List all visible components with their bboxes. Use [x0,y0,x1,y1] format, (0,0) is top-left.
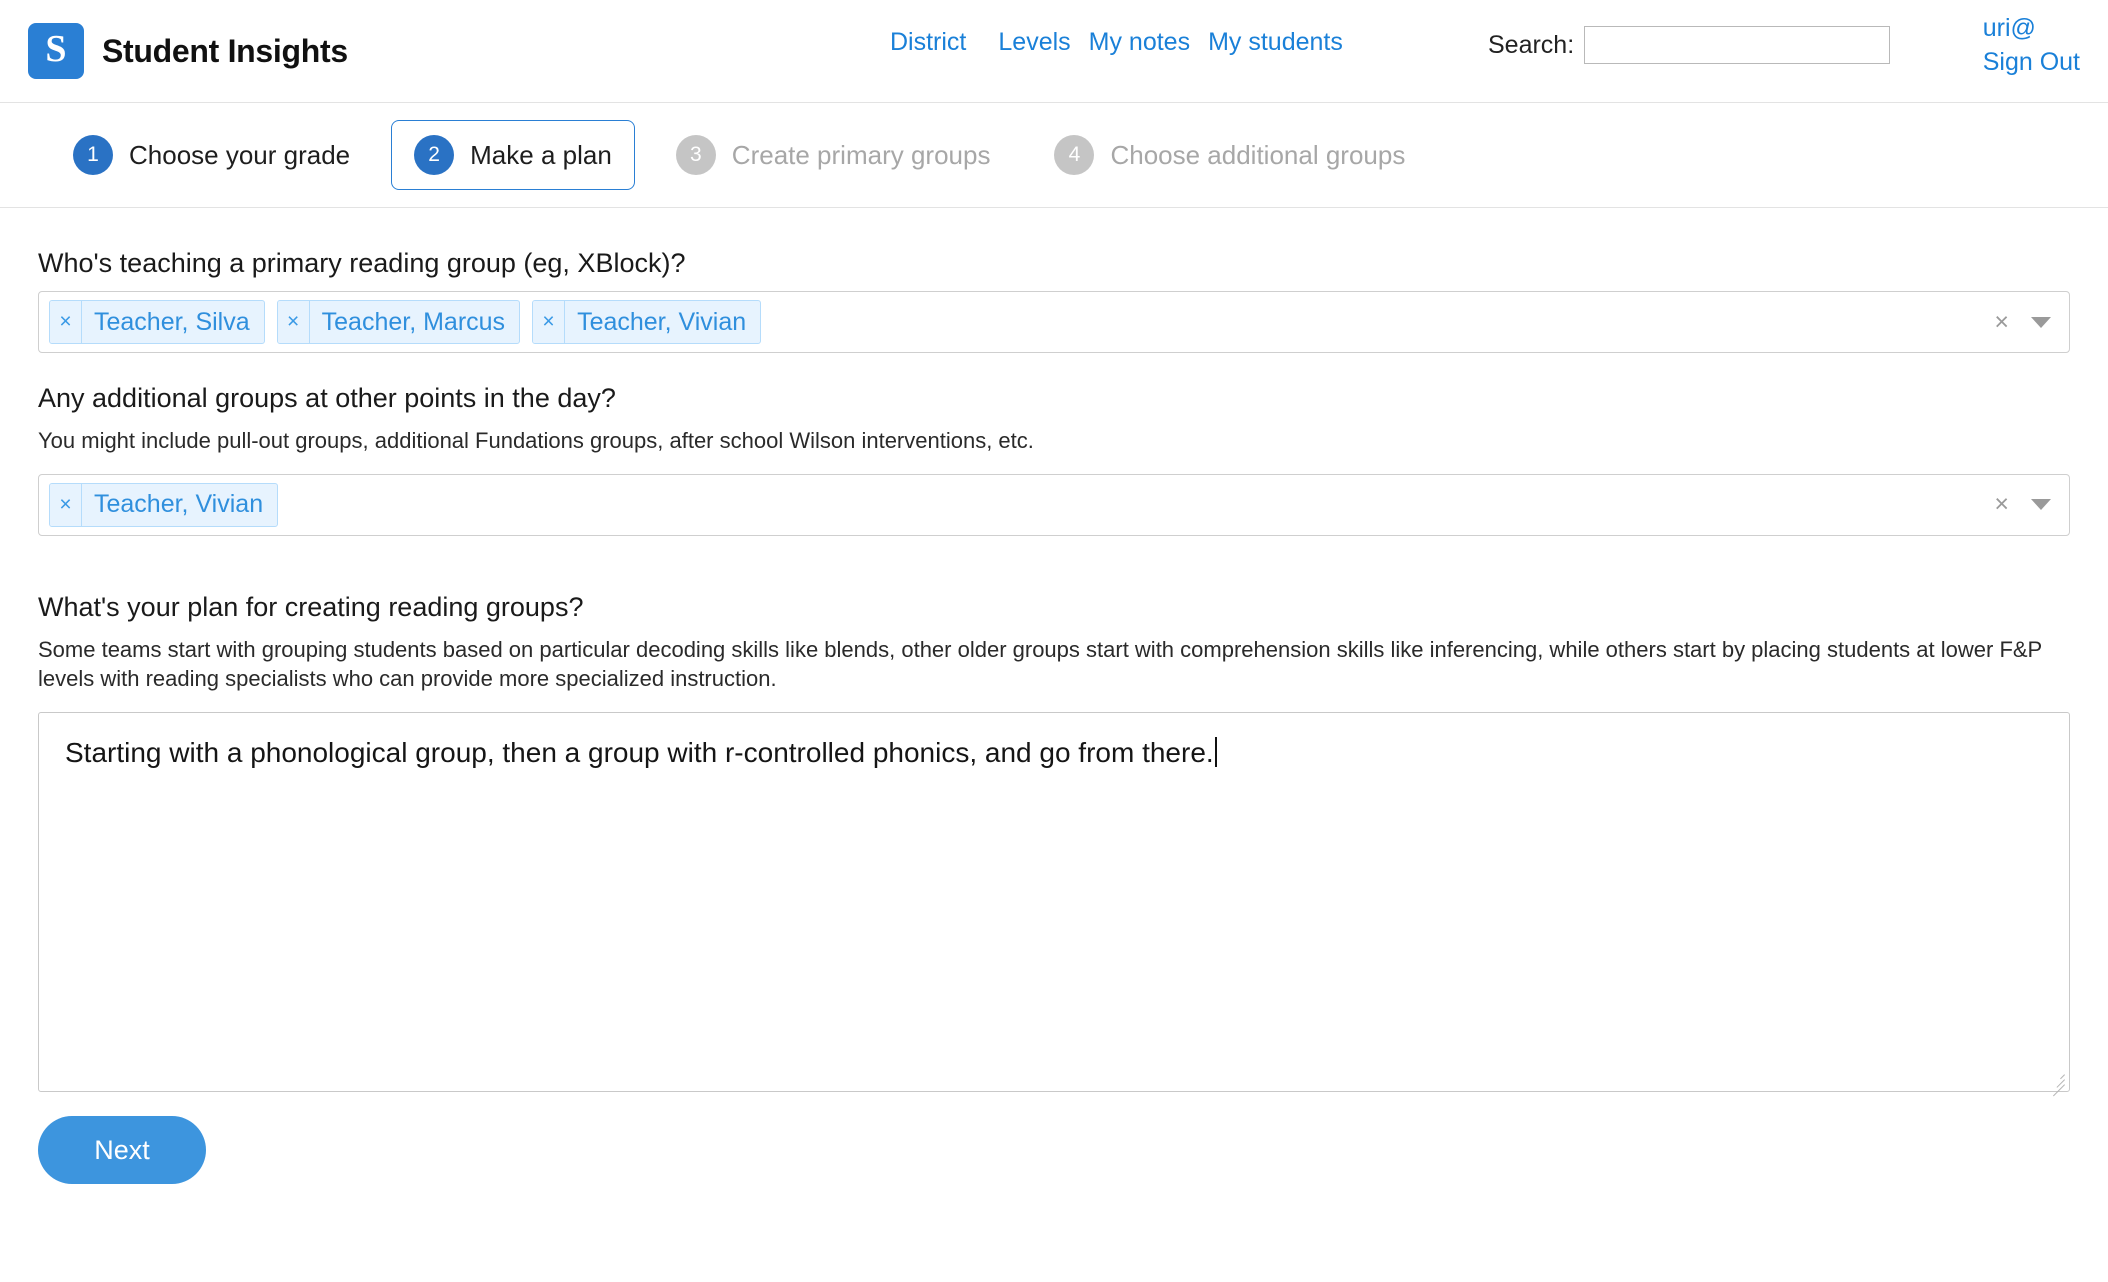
search-area [1488,26,1890,64]
token-teacher-silva[interactable] [49,300,265,344]
primary-select-actions [1994,307,2059,336]
additional-teachers-multiselect[interactable] [38,474,2070,536]
plan-textarea-value: Starting with a phonological group, then a group with r-controlled phonics, and go from there. [65,737,1214,769]
brand [28,23,348,79]
clear-all-icon[interactable]: × [1994,490,2009,519]
nav-levels[interactable]: Levels [998,28,1071,56]
sign-out-link[interactable]: Sign Out [1982,47,2080,76]
account-area [1983,12,2080,80]
next-button[interactable]: Next [38,1116,206,1184]
step-choose-your-grade[interactable] [50,120,373,190]
step-label: Choose additional groups [1110,139,1406,170]
step-number: 2 [414,135,454,175]
token-label: Teacher, Vivian [577,307,747,336]
nav-district[interactable]: District [890,28,967,56]
plan-question: What's your plan for creating reading groups? [38,591,584,622]
spacer [38,566,2070,592]
token-label: Teacher, Silva [94,307,250,336]
app-header [0,0,2108,103]
primary-token-list [49,300,1994,344]
logo-glyph: S [45,28,67,70]
token-label: Teacher, Vivian [94,490,264,519]
additional-groups-question: Any additional groups at other points in the day? [38,383,616,413]
chevron-down-icon[interactable] [2031,317,2051,328]
token-remove-icon[interactable]: × [50,301,82,343]
additional-select-actions [1994,492,2059,517]
step-number: 4 [1054,135,1094,175]
additional-token-list [49,483,1994,527]
wizard-stepper [0,103,2108,208]
student-insights-logo-icon [28,23,84,79]
additional-groups-helper: You might include pull-out groups, additional Fundations groups, after school Wilson interventions, etc. [38,428,1034,453]
step-create-primary-groups[interactable] [653,120,1014,190]
resize-grip-icon[interactable] [2047,1069,2065,1087]
token-teacher-marcus[interactable] [277,300,520,344]
main-content [0,208,2108,1184]
token-teacher-vivian[interactable] [49,483,278,527]
primary-group-question: Who's teaching a primary reading group (eg, XBlock)? [38,248,686,278]
step-number: 1 [73,135,113,175]
step-label: Create primary groups [731,139,991,170]
primary-teachers-multiselect[interactable] [38,291,2070,353]
text-cursor [1215,737,1217,767]
nav-my-notes[interactable]: My notes [1088,28,1191,56]
token-teacher-vivian[interactable] [532,300,761,344]
token-remove-icon[interactable]: × [50,484,82,526]
search-input[interactable] [1584,26,1890,64]
top-navigation [890,28,1343,57]
account-user-link[interactable]: uri@ [1982,14,2036,42]
token-remove-icon[interactable]: × [533,301,565,343]
plan-textarea[interactable] [38,712,2070,1092]
plan-helper: Some teams start with grouping students based on particular decoding skills like blends, other older groups start with comprehension skills like inferencing, while others start by placing students at lower F&P levels with reading specialists who can provide more specialized instruction. [38,636,2042,692]
step-number: 3 [676,135,716,175]
token-remove-icon[interactable]: × [278,301,310,343]
step-choose-additional-groups[interactable] [1031,120,1428,190]
step-label: Choose your grade [129,139,351,170]
nav-my-students[interactable]: My students [1208,28,1343,56]
token-label: Teacher, Marcus [321,307,506,336]
app-title: Student Insights [102,32,348,69]
step-label: Make a plan [470,139,612,170]
clear-all-icon[interactable]: × [1994,307,2009,336]
chevron-down-icon[interactable] [2031,499,2051,510]
step-make-a-plan[interactable] [391,120,635,190]
search-label: Search: [1488,30,1575,59]
